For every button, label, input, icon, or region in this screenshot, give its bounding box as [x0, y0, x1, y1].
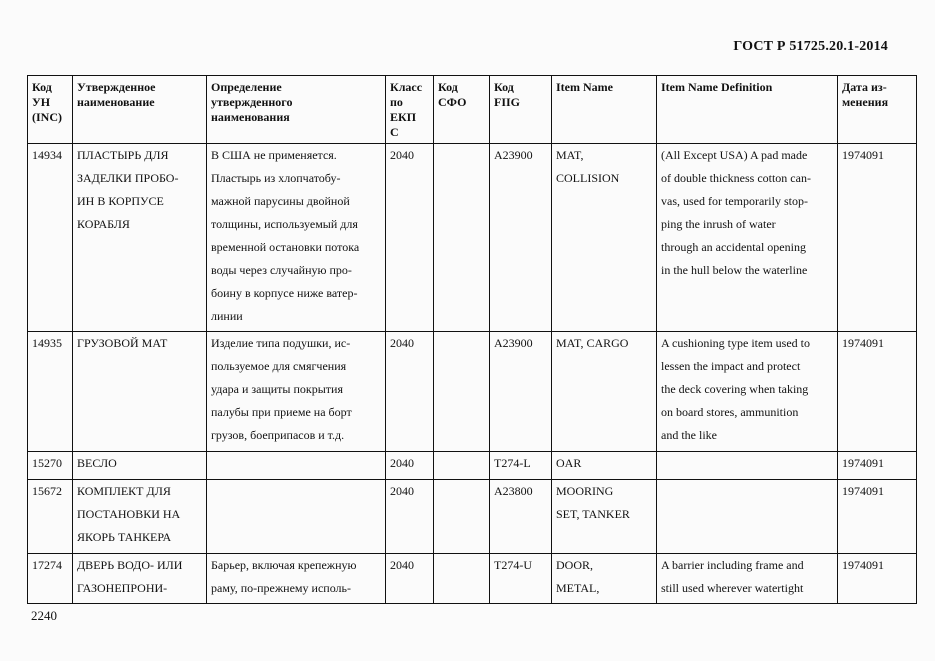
cell-date: 1974091	[838, 480, 917, 554]
table-row	[28, 452, 917, 480]
cell-item-name: MOORING SET, TANKER	[552, 480, 657, 554]
cell-class: 2040	[386, 554, 434, 604]
cell-definition	[207, 452, 386, 480]
table-row	[28, 332, 917, 452]
header-class: Класс по ЕКП С	[386, 76, 434, 144]
header-definition: Определение утвержденного наименования	[207, 76, 386, 144]
document-code: ГОСТ Р 51725.20.1-2014	[733, 39, 888, 54]
cell-item-definition: A cushioning type item used to lessen the impact and protect the deck covering when taking on board stores, ammunition and the like	[657, 332, 838, 452]
cell-date: 1974091	[838, 452, 917, 480]
cell-fiig: T274-L	[490, 452, 552, 480]
data-table	[27, 75, 917, 604]
header-sfo: Код СФО	[434, 76, 490, 144]
cell-item-name: DOOR, METAL,	[552, 554, 657, 604]
cell-fiig: A23900	[490, 144, 552, 332]
cell-item-definition: (All Except USA) A pad made of double thickness cotton can- vas, used for temporarily stop- ping the inrush of water through an accidental opening in the hull below the waterline	[657, 144, 838, 332]
cell-class: 2040	[386, 332, 434, 452]
cell-sfo	[434, 144, 490, 332]
cell-definition: Барьер, включая крепежную раму, по-прежнему исполь-	[207, 554, 386, 604]
cell-item-name: OAR	[552, 452, 657, 480]
cell-sfo	[434, 554, 490, 604]
page-number: 2240	[31, 608, 57, 623]
cell-definition: Изделие типа подушки, ис- пользуемое для смягчения удара и защиты покрытия палубы при приеме на борт грузов, боеприпасов и т.д.	[207, 332, 386, 452]
cell-name: ВЕСЛО	[73, 452, 207, 480]
cell-item-definition	[657, 452, 838, 480]
cell-inc: 17274	[28, 554, 73, 604]
cell-item-name: MAT, CARGO	[552, 332, 657, 452]
header-fiig: Код FIIG	[490, 76, 552, 144]
cell-class: 2040	[386, 144, 434, 332]
cell-name: ДВЕРЬ ВОДО- ИЛИ ГАЗОНЕПРОНИ-	[73, 554, 207, 604]
cell-sfo	[434, 480, 490, 554]
cell-item-name: MAT, COLLISION	[552, 144, 657, 332]
table-row	[28, 144, 917, 332]
cell-item-definition	[657, 480, 838, 554]
cell-date: 1974091	[838, 332, 917, 452]
table-row	[28, 554, 917, 604]
cell-inc: 14935	[28, 332, 73, 452]
cell-inc: 15270	[28, 452, 73, 480]
cell-inc: 15672	[28, 480, 73, 554]
cell-name: КОМПЛЕКТ ДЛЯ ПОСТАНОВКИ НА ЯКОРЬ ТАНКЕРА	[73, 480, 207, 554]
cell-sfo	[434, 452, 490, 480]
cell-name: ПЛАСТЫРЬ ДЛЯ ЗАДЕЛКИ ПРОБО- ИН В КОРПУСЕ КОРАБЛЯ	[73, 144, 207, 332]
cell-sfo	[434, 332, 490, 452]
cell-definition	[207, 480, 386, 554]
header-row	[28, 76, 917, 144]
cell-name: ГРУЗОВОЙ МАТ	[73, 332, 207, 452]
cell-class: 2040	[386, 480, 434, 554]
cell-fiig: A23800	[490, 480, 552, 554]
table-row	[28, 480, 917, 554]
header-inc: Код УН (INC)	[28, 76, 73, 144]
header-item-definition: Item Name Definition	[657, 76, 838, 144]
cell-fiig: T274-U	[490, 554, 552, 604]
cell-inc: 14934	[28, 144, 73, 332]
header-item-name: Item Name	[552, 76, 657, 144]
header-name: Утвержденное наименование	[73, 76, 207, 144]
header-date: Дата из- менения	[838, 76, 917, 144]
cell-date: 1974091	[838, 554, 917, 604]
cell-item-definition: A barrier including frame and still used wherever watertight	[657, 554, 838, 604]
cell-fiig: A23900	[490, 332, 552, 452]
cell-date: 1974091	[838, 144, 917, 332]
cell-class: 2040	[386, 452, 434, 480]
cell-definition: В США не применяется. Пластырь из хлопчатобу- мажной парусины двойной толщины, используемый для временной остановки потока воды через случайную про- боину в корпусе ниже ватер- линии	[207, 144, 386, 332]
